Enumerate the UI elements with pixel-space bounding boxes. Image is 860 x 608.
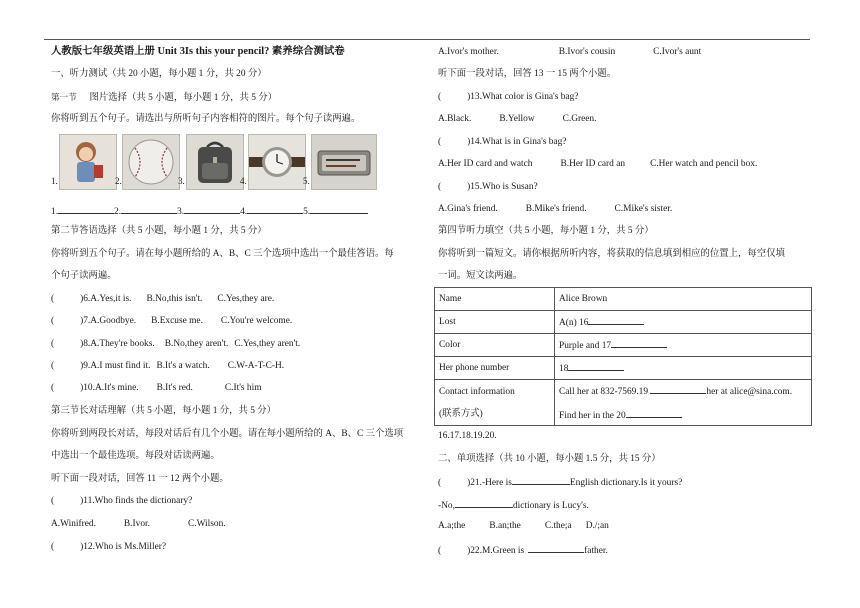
top-rule xyxy=(44,39,810,40)
contact-line-1 xyxy=(559,384,807,398)
question-7 xyxy=(51,315,292,327)
question-9 xyxy=(51,360,284,372)
q15-option-c: C.Mike's sister. xyxy=(614,204,673,214)
answer-label-3: 3. xyxy=(177,207,185,217)
q21-text-d: dictionary is Lucy's. xyxy=(512,501,589,511)
dialogue-1-intro: 听下面一段对话，回答 11 一 12 两个小题。 xyxy=(51,474,229,484)
answer-paren[interactable]: ( xyxy=(438,137,442,147)
q12-text: )12.Who is Ms.Miller? xyxy=(80,542,167,552)
contact-label-en: Contact information xyxy=(439,386,515,397)
part4-heading: 第四节听力填空（共 5 小题，每小题 1 分，共 5 分） xyxy=(438,226,654,236)
table-value-name: Alice Brown xyxy=(555,288,812,311)
question-15 xyxy=(438,181,538,193)
q21-option-b: B.an;the xyxy=(489,521,521,531)
part1-label: 第一节 xyxy=(51,92,77,102)
q14-option-a: A.Her ID card and watch xyxy=(438,159,533,169)
picture-label-2: 2. xyxy=(115,176,122,186)
part2-instructions-2: 个句子读两遍。 xyxy=(51,271,117,281)
blank-20-label: Find her in the 20 xyxy=(559,410,626,421)
section-single-choice-heading: 二、单项选择（共 10 小题，每小题 1.5 分，共 15 分） xyxy=(438,454,661,464)
table-key-name: Name xyxy=(435,288,555,311)
q21-option-c: C.the;a xyxy=(544,521,572,531)
q11-option-a: A.Winifred. xyxy=(51,519,96,529)
table-key-phone: Her phone number xyxy=(435,357,555,380)
part1-heading xyxy=(51,91,277,104)
contact-email-text: her at alice@sina.com. xyxy=(706,386,793,397)
q13-option-b: B.Yellow xyxy=(499,114,535,124)
answer-paren[interactable]: ( xyxy=(438,546,442,556)
answer-blank-1[interactable] xyxy=(58,204,114,214)
q7-option-a: )7.A.Goodbye. xyxy=(80,316,137,326)
answer-paren[interactable]: ( xyxy=(51,339,55,349)
question-21-options xyxy=(438,520,609,532)
q10-option-a: )10.A.It's mine. xyxy=(80,383,139,393)
answer-label-2: 2. xyxy=(114,207,122,217)
question-8 xyxy=(51,338,300,350)
schoolbag-picture[interactable] xyxy=(186,134,244,190)
part2-heading: 第二节答语选择（共 5 小题，每小题 1 分，共 5 分） xyxy=(51,226,267,236)
table-row xyxy=(435,311,812,334)
table-value-lost xyxy=(555,311,812,334)
q21-text-a: )21.-Here is xyxy=(467,478,512,488)
blank-18-label: 18 xyxy=(559,364,569,374)
girl-figure-picture[interactable] xyxy=(59,134,117,190)
table-key-lost: Lost xyxy=(435,311,555,334)
q21-text-b: English dictionary.Is it yours? xyxy=(569,478,683,488)
part3-instructions-2: 中选出一个最佳选项。每段对话读两遍。 xyxy=(51,451,220,461)
picture-options xyxy=(51,134,381,194)
table-row xyxy=(435,288,812,311)
question-15-options xyxy=(438,203,672,215)
part1-title: 图片选择（共 5 小题，每小题 1 分，共 5 分） xyxy=(89,93,277,103)
table-row xyxy=(435,380,812,426)
q6-option-c: C.Yes,they are. xyxy=(217,294,275,304)
question-14 xyxy=(438,136,566,148)
table-row xyxy=(435,357,812,380)
question-13-options xyxy=(438,113,596,125)
table-key-contact xyxy=(435,380,555,426)
answer-label-4: 4. xyxy=(240,207,248,217)
answer-blank-2[interactable] xyxy=(121,204,177,214)
contact-line-2 xyxy=(559,408,807,422)
question-13 xyxy=(438,91,578,103)
answer-paren[interactable]: ( xyxy=(438,92,442,102)
table-value-contact xyxy=(555,380,812,426)
part4-instructions-1: 你将听到一篇短文。请你根据所听内容，将获取的信息填到相应的位置上，每空仅填 xyxy=(438,249,785,259)
lost-item-table xyxy=(434,287,812,426)
answer-paren[interactable]: ( xyxy=(51,361,55,371)
answer-label-5: 5. xyxy=(303,207,311,217)
q15-option-b: B.Mike's friend. xyxy=(525,204,587,214)
picture-answer-row xyxy=(51,204,368,218)
q13-text: )13.What color is Gina's bag? xyxy=(467,92,579,102)
q10-option-c: C.It's him xyxy=(224,383,262,393)
part1-instructions: 你将听到五个句子。请选出与所听句子内容相符的图片。每个句子读两遍。 xyxy=(51,114,361,124)
blank-16[interactable] xyxy=(588,315,644,325)
q21-blank-2[interactable] xyxy=(455,498,513,508)
q11-option-c: C.Wilson. xyxy=(187,519,226,529)
blank-17[interactable] xyxy=(611,338,667,348)
blank-17-label: Purple and 17 xyxy=(559,341,612,351)
question-21 xyxy=(438,475,682,489)
picture-label-5: 5. xyxy=(303,176,310,186)
answer-paren[interactable]: ( xyxy=(51,294,55,304)
q8-option-b: B.No,they aren't. xyxy=(164,339,229,349)
q13-option-c: C.Green. xyxy=(562,114,597,124)
answer-paren[interactable]: ( xyxy=(438,478,442,488)
q22-text-a: )22.M.Green is xyxy=(467,546,525,556)
answer-blank-4[interactable] xyxy=(247,204,303,214)
q13-option-a: A.Black. xyxy=(438,114,472,124)
q21-option-a: A.a;the xyxy=(438,521,466,531)
watch-picture[interactable] xyxy=(248,134,306,190)
paper-title: 人教版七年级英语上册 Unit 3Is this your pencil? 素养综合测试卷 xyxy=(51,46,345,57)
q15-text: )15.Who is Susan? xyxy=(467,182,538,192)
question-21-cont xyxy=(438,498,589,512)
table-value-color xyxy=(555,334,812,357)
answer-numbers-line: 16.17.18.19.20. xyxy=(438,431,497,441)
q9-option-a: )9.A.I must find it. xyxy=(80,361,151,371)
q9-option-c: C.W-A-T-C-H. xyxy=(227,361,285,371)
question-22 xyxy=(438,543,608,557)
pencil-box-picture[interactable] xyxy=(311,134,377,190)
question-10 xyxy=(51,382,262,394)
picture-label-3: 3. xyxy=(178,176,185,186)
q14-option-b: B.Her ID card an xyxy=(560,159,626,169)
answer-paren[interactable]: ( xyxy=(51,496,55,506)
contact-label-cn: (联系方式) xyxy=(439,408,483,419)
part2-instructions-1: 你将听到五个句子。请在每小题所给的 A、B、C 三个选项中选出一个最佳答语。每 xyxy=(51,249,394,259)
question-12 xyxy=(51,541,166,553)
part3-instructions-1: 你将听到两段长对话，每段对话后有几个小题。请在每小题所给的 A、B、C 三个选项 xyxy=(51,429,404,439)
q12-option-a: A.Ivor's mother. xyxy=(438,47,499,57)
q15-option-a: A.Gina's friend. xyxy=(438,204,498,214)
question-11 xyxy=(51,495,192,507)
q12-option-b: B.Ivor's cousin xyxy=(558,47,616,57)
blank-19[interactable] xyxy=(650,384,706,394)
q7-option-b: B.Excuse me. xyxy=(151,316,203,326)
question-14-options xyxy=(438,158,757,170)
q14-option-c: C.Her watch and pencil box. xyxy=(650,159,758,169)
q10-option-b: B.It's red. xyxy=(156,383,193,393)
q8-option-a: )8.A.They're books. xyxy=(80,339,155,349)
question-12-options xyxy=(438,46,701,58)
q7-option-c: C.You're welcome. xyxy=(220,316,293,326)
q21-text-c: -No, xyxy=(438,501,455,511)
q12-option-c: C.Ivor's aunt xyxy=(653,47,702,57)
q22-blank[interactable] xyxy=(528,543,584,553)
answer-paren[interactable]: ( xyxy=(51,383,55,393)
section-listening-heading: 一、听力测试（共 20 小题，每小题 1 分，共 20 分） xyxy=(51,69,267,79)
answer-paren[interactable]: ( xyxy=(438,182,442,192)
q8-option-c: C.Yes,they aren't. xyxy=(234,339,301,349)
answer-blank-3[interactable] xyxy=(184,204,240,214)
blank-16-label: A(n) 16 xyxy=(559,318,589,328)
q11-option-b: B.Ivor. xyxy=(123,519,150,529)
blank-20[interactable] xyxy=(626,408,682,418)
part3-heading: 第三节长对话理解（共 5 小题，每小题 1 分，共 5 分） xyxy=(51,406,277,416)
blank-19-label: Call her at 832-7569.19 xyxy=(559,386,649,397)
question-11-options xyxy=(51,518,226,530)
picture-label-1: 1. xyxy=(51,176,58,186)
dialogue-2-intro: 听下面一段对话，回答 13 一 15 两个小题。 xyxy=(438,69,617,79)
answer-label-1: 1. xyxy=(51,207,59,217)
blank-18[interactable] xyxy=(568,361,624,371)
picture-label-4: 4. xyxy=(240,176,247,186)
q21-blank-1[interactable] xyxy=(512,475,570,485)
q11-text: )11.Who finds the dictionary? xyxy=(80,496,193,506)
part4-instructions-2: 一词。短文读两遍。 xyxy=(438,271,523,281)
question-6 xyxy=(51,293,274,305)
q22-text-b: father. xyxy=(584,546,608,556)
table-value-phone xyxy=(555,357,812,380)
q6-option-b: B.No,this isn't. xyxy=(146,294,203,304)
answer-paren[interactable]: ( xyxy=(51,316,55,326)
q14-text: )14.What is in Gina's bag? xyxy=(467,137,567,147)
q9-option-b: B.It's a watch. xyxy=(156,361,210,371)
answer-paren[interactable]: ( xyxy=(51,542,55,552)
q21-option-d: D./;an xyxy=(585,521,609,531)
answer-blank-5[interactable] xyxy=(310,204,368,214)
baseball-picture[interactable] xyxy=(122,134,180,190)
table-key-color: Color xyxy=(435,334,555,357)
table-row xyxy=(435,334,812,357)
q6-option-a: )6.A.Yes,it is. xyxy=(80,294,132,304)
